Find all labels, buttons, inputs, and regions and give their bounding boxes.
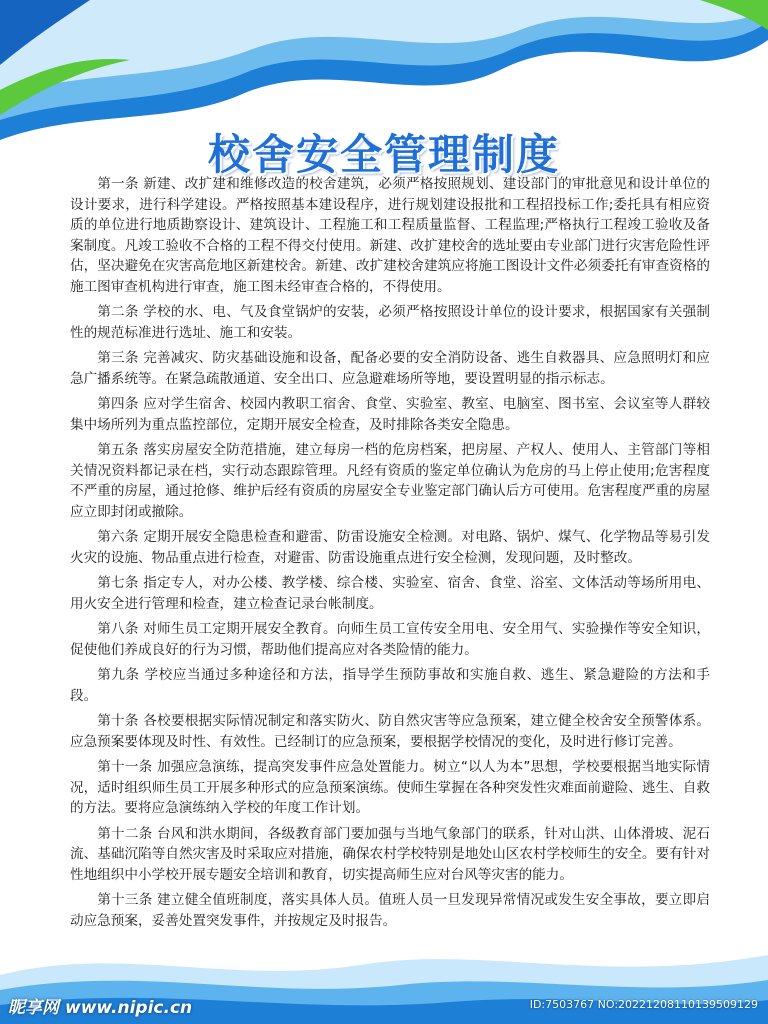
article-12: 第十二条 台风和洪水期间，各级教育部门要加强与当地气象部门的联系，针对山洪、山体滑坡、泥石流、基础沉陷等自然灾害及时采取应对措施，确保农村学校特别是地处山区农村学校师生的安全。要有针对性地组织中小学校开展专题安全培训和教育，切实提高师生应对台风等灾害的能力。	[70, 825, 710, 883]
page-title: 校舍安全管理制度	[207, 130, 560, 179]
article-13: 第十三条 建立健全值班制度，落实具体人员。值班人员一旦发现异常情况或发生安全事故，要立即启动应急预案，妥善处置突发事件，并按规定及时报告。	[70, 892, 710, 929]
article-6: 第六条 定期开展安全隐患检查和避雷、防雷设施安全检测。对电路、锅炉、煤气、化学物品等易引发火灾的设施、物品重点进行检查，对避雷、防雷设施重点进行安全检测，发现问题，及时整改。	[70, 529, 710, 566]
watermark-brand	[8, 993, 192, 1018]
watermark-brand-text: 昵享网	[8, 998, 59, 1018]
watermark-site: www.nipic.cn	[65, 998, 193, 1018]
article-2: 第二条 学校的水、电、气及食堂锅炉的安装，必须严格按照设计单位的设计要求，根据国家有关强制性的规范标准进行选址、施工和安装。	[70, 304, 710, 341]
article-5: 第五条 落实房屋安全防范措施，建立每房一档的危房档案，把房屋、产权人、使用人、主管部门等相关情况资料都记录在档，实行动态跟踪管理。凡经有资质的鉴定单位确认为危房的马上停止使用;危害程度不严重的房屋，通过抢修、维护后经有资质的房屋安全专业鉴定部门确认后方可使用。危害程度严重的房屋应立即封闭或撤除。	[70, 442, 710, 520]
article-4: 第四条 应对学生宿舍、校园内教职工宿舍、食堂、实验室、教室、电脑室、图书室、会议室等人群较集中场所列为重点监控部位，定期开展安全检查，及时排除各类安全隐患。	[70, 396, 710, 433]
article-7: 第七条 指定专人，对办公楼、教学楼、综合楼、实验室、宿舍、食堂、浴室、文体活动等场所用电、用火安全进行管理和检查，建立检查记录台帐制度。	[70, 575, 710, 612]
article-list	[70, 174, 710, 936]
article-1: 第一条 新建、改扩建和维修改造的校舍建筑，必须严格按照规划、建设部门的审批意见和设计单位的设计要求，进行科学建设。严格按照基本建设程序，进行规划建设报批和工程招投标工作;委托具有相应资质的单位进行地质勘察设计、建筑设计、工程施工和工程质量监督、工程监理;严格执行工程竣工验收及备案制度。凡竣工验收不合格的工程不得交付使用。新建、改扩建校舍的选址要由专业部门进行灾害危险性评估，坚决避免在灾害高危地区新建校舍。新建、改扩建校舍建筑应将施工图设计文件必须委托有审查资格的施工图审查机构进行审查，施工图未经审查合格的，不得使用。	[70, 176, 710, 295]
article-8: 第八条 对师生员工定期开展安全教育。向师生员工宣传安全用电、安全用气、实验操作等安全知识，促使他们养成良好的行为习惯，帮助他们提高应对各类险情的能力。	[70, 621, 710, 658]
article-10: 第十条 各校要根据实际情况制定和落实防火、防自然灾害等应急预案，建立健全校舍安全预警体系。应急预案要体现及时性、有效性。已经制订的应急预案，要根据学校情况的变化，及时进行修订完善。	[70, 713, 710, 750]
article-11: 第十一条 加强应急演练，提高突发事件应急处置能力。树立“以人为本”思想，学校要根据当地实际情况，适时组织师生员工开展多种形式的应急预案演练。使师生掌握在各种突发性灾难面前避险、逃生、自救的方法。要将应急演练纳入学校的年度工作计划。	[70, 759, 710, 816]
article-9: 第九条 学校应当通过多种途径和方法，指导学生预防事故和实施自救、逃生、紧急避险的方法和手段。	[70, 667, 710, 704]
article-3: 第三条 完善减灾、防灾基础设施和设备，配备必要的安全消防设备、逃生自救器具、应急照明灯和应急广播系统等。在紧急疏散通道、安全出口、应急避难场所等地，要设置明显的指示标志。	[70, 350, 710, 387]
watermark-id: ID:7503767 NO:20221208110139509129	[529, 998, 758, 1011]
